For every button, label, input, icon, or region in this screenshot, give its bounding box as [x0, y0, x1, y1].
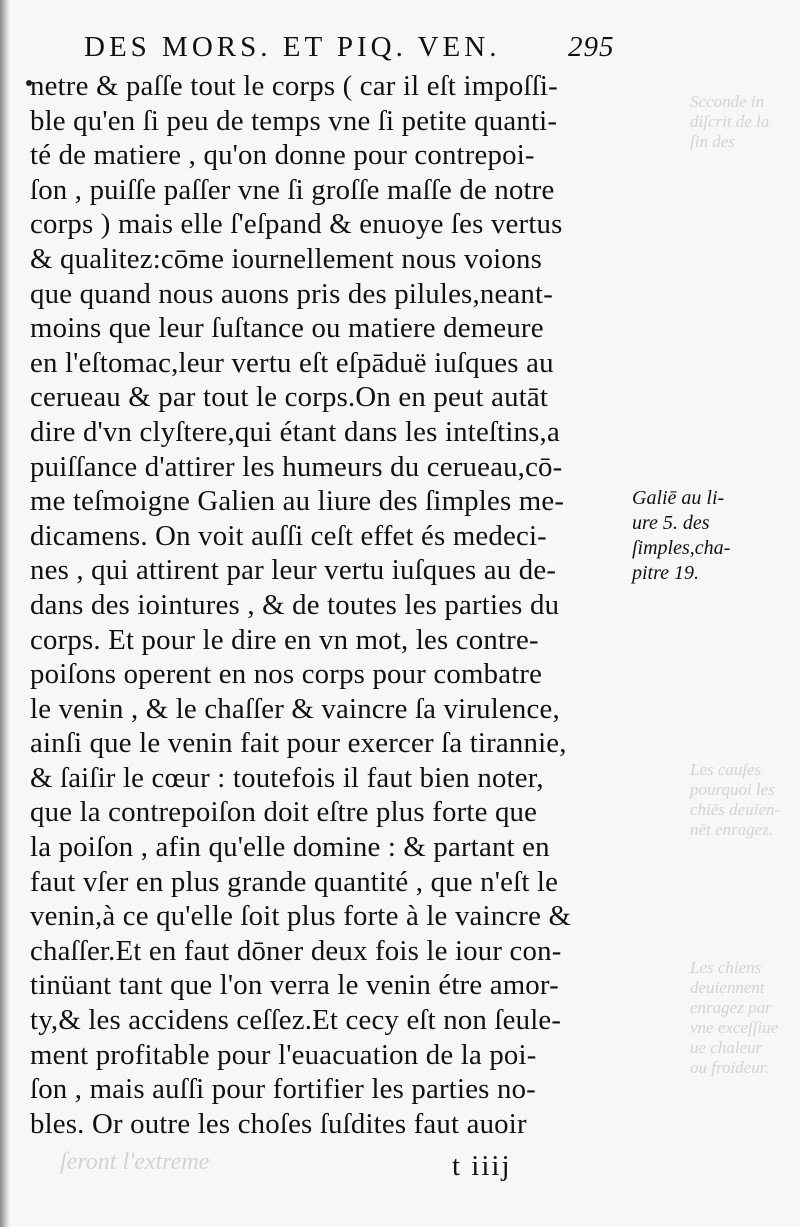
body-text — [30, 69, 640, 1141]
text-line: faut vſer en plus grande quantité , que n'eſt le — [30, 865, 559, 898]
marginal-note-line: pitre 19. — [632, 562, 700, 584]
text-line: chaſſer.Et en faut dōner deux fois le iour con- — [30, 934, 562, 967]
marginal-note-line: Galiē au li- — [632, 487, 725, 509]
show-through-text: Les cauſes pourquoi les chiēs deuien- nēt enragez. — [690, 760, 781, 839]
text-line: dans des iointures , & de toutes les parties du — [30, 588, 560, 621]
text-line: té de matiere , qu'on donne pour contrepoi- — [30, 139, 535, 172]
text-line: & ſaiſir le cœur : toutefois il faut bien noter, — [30, 761, 544, 794]
marginal-note-line: ure 5. des — [632, 512, 710, 534]
text-line: moins que leur ſuſtance ou matiere demeure — [30, 312, 544, 345]
text-line: venin,à ce qu'elle ſoit plus forte à le vaincre & — [30, 900, 572, 933]
text-line: le venin , & le chaſſer & vaincre ſa virulence, — [30, 692, 560, 725]
text-line: ty,& les accidens ceſſez.Et cecy eſt non ſeule- — [30, 1004, 562, 1037]
text-line: dicamens. On voit auſſi ceſt effet és medeci- — [30, 519, 547, 552]
running-title: DES MORS. ET PIQ. VEN. — [84, 31, 501, 63]
text-line: cerueau & par tout le corps.On en peut autāt — [30, 381, 549, 414]
text-line: ainſi que le venin fait pour exercer ſa tirannie, — [30, 727, 567, 760]
text-line: ment profitable pour l'euacuation de la poi- — [30, 1038, 537, 1071]
gutter-shadow — [0, 0, 10, 1227]
text-line: la poiſon , afin qu'elle domine : & partant en — [30, 831, 550, 864]
text-line: poiſons operent en nos corps pour combatre — [30, 658, 543, 691]
text-line: me teſmoigne Galien au liure des ſimples me- — [30, 485, 565, 518]
text-line: tinüant tant que l'on verra le venin étre amor- — [30, 969, 559, 1002]
text-line: nes , qui attirent par leur vertu iuſques au de- — [30, 554, 557, 587]
text-line: que la contrepoiſon doit eſtre plus forte que — [30, 796, 538, 829]
text-line: que quand nous auons pris des pilules,neant- — [30, 277, 554, 310]
text-line: corps ) mais elle ſ'eſpand & enuoye ſes vertus — [30, 208, 563, 241]
text-line: bles. Or outre les choſes ſuſdites faut auoir — [30, 1107, 527, 1140]
text-line: en l'eſtomac,leur vertu eſt eſpāduë iuſques au — [30, 346, 554, 379]
show-through-text: Les chiens deuiennent enragez par vne exceſſiue ue chaleur ou froideur. — [690, 958, 779, 1077]
text-line: corps. Et pour le dire en vn mot, les contre- — [30, 623, 539, 656]
signature-mark: t iiij — [452, 1150, 512, 1182]
text-line: ſon , puiſſe paſſer vne ſi groſſe maſſe de notre — [30, 173, 555, 206]
marginal-note-line: ſimples,cha- — [632, 537, 731, 559]
show-through-text: Scconde in diſcrit de la ſin des — [690, 92, 770, 151]
text-line: ſon , mais auſſi pour fortifier les parties no- — [30, 1073, 536, 1106]
running-head — [84, 31, 644, 71]
show-through-text: ſeront l'extreme — [60, 1149, 210, 1175]
text-line: puiſſance d'attirer les humeurs du cerueau,cō- — [30, 450, 563, 483]
marginal-note — [632, 486, 792, 586]
text-line: dire d'vn clyſtere,qui étant dans les inteſtins,a — [30, 415, 560, 448]
text-line: & qualitez:cōme iournellement nous voions — [30, 242, 542, 275]
text-line: netre & paſſe tout le corps ( car il eſt impoſſi- — [30, 70, 558, 102]
text-line: ble qu'en ſi peu de temps vne ſi petite quanti- — [30, 104, 558, 137]
page-number: 295 — [568, 31, 615, 63]
